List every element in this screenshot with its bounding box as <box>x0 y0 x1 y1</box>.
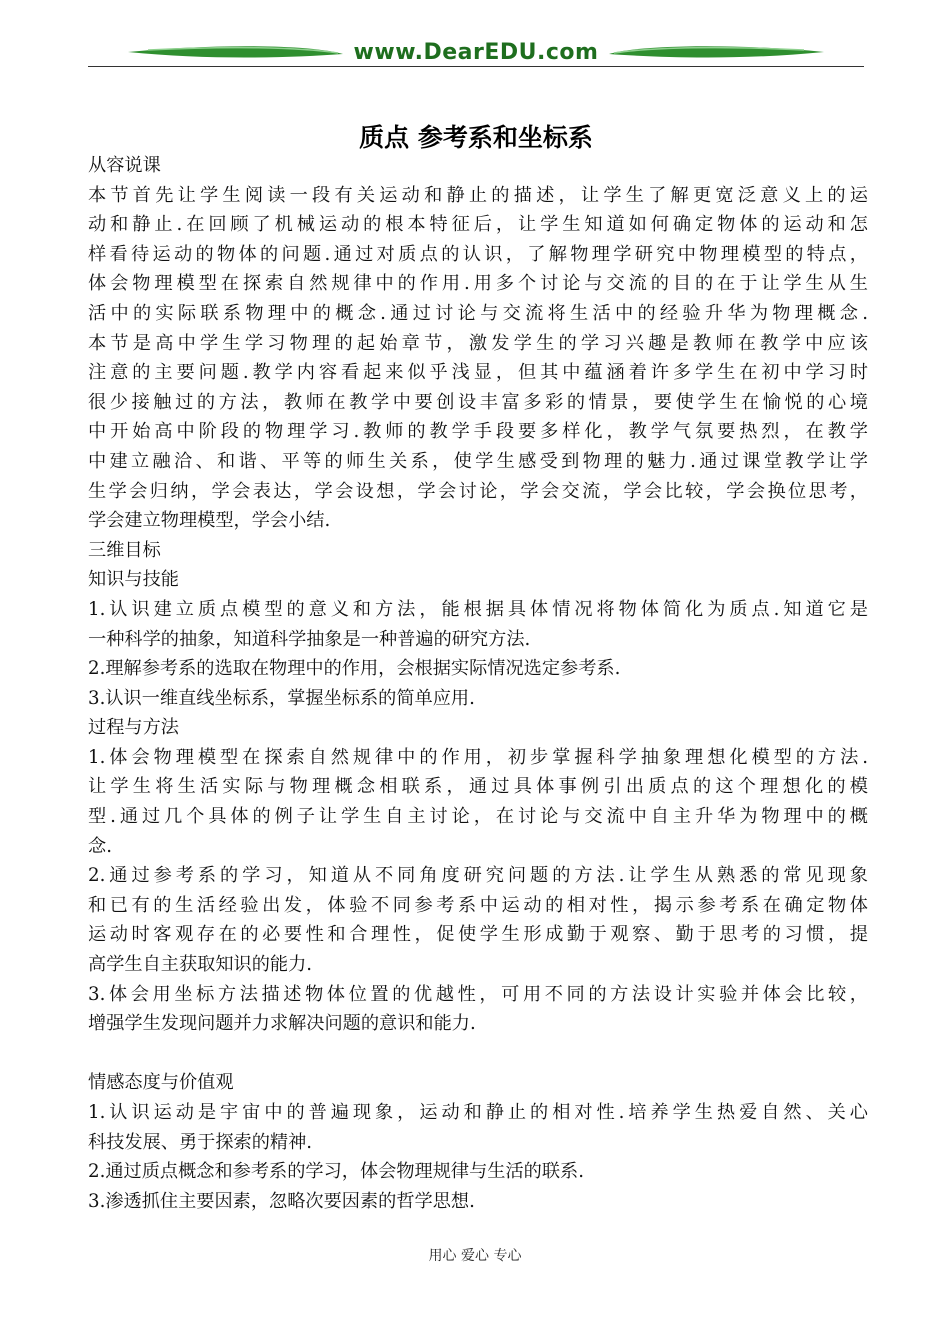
text-line: 和已有的生活经验出发，体验不同参考系中运动的相对性，揭示参考系在确定物体 <box>88 894 868 916</box>
text-line: 2.通过质点概念和参考系的学习，体会物理规律与生活的联系. <box>88 1161 585 1183</box>
text-line: 中建立融洽、和谐、平等的师生关系，使学生感受到物理的魅力.通过课堂教学让学 <box>88 450 868 472</box>
text-line: 动和静止.在回顾了机械运动的根本特征后，让学生知道如何确定物体的运动和怎 <box>88 214 868 236</box>
text-line: 2.通过参考系的学习，知道从不同角度研究问题的方法.让学生从熟悉的常见现象 <box>88 865 868 887</box>
text-line: 一种科学的抽象，知道科学抽象是一种普遍的研究方法. <box>88 628 531 650</box>
text-line: 很少接触过的方法，教师在教学中要创设丰富多彩的情景，要使学生在愉悦的心境 <box>88 391 868 413</box>
document-body <box>88 151 868 1216</box>
text-line: 生学会归纳，学会表达，学会设想，学会讨论，学会交流，学会比较，学会换位思考， <box>88 480 868 502</box>
text-line: 1.体会物理模型在探索自然规律中的作用，初步掌握科学抽象理想化模型的方法. <box>88 746 868 768</box>
text-line: 3.体会用坐标方法描述物体位置的优越性，可用不同的方法设计实验并体会比较， <box>88 983 868 1005</box>
text-line: 让学生将生活实际与物理概念相联系，通过具体事例引出质点的这个理想化的模 <box>88 776 868 798</box>
text-line: 注意的主要问题.教学内容看起来似乎浅显，但其中蕴涵着许多学生在初中学习时 <box>88 362 868 384</box>
blank-line <box>88 1039 868 1069</box>
text-line: 增强学生发现问题并力求解决问题的意识和能力. <box>88 1013 476 1035</box>
text-line: 高学生自主获取知识的能力. <box>88 954 313 976</box>
text-line: 运动时客观存在的必要性和合理性，促使学生形成勤于观察、勤于思考的习惯，提 <box>88 924 868 946</box>
page-footer: 用心 爱心 专心 <box>428 1248 522 1264</box>
text-line: 过程与方法 <box>88 717 179 739</box>
text-line: 知识与技能 <box>88 569 179 591</box>
text-line: 学会建立物理模型，学会小结. <box>88 510 331 532</box>
text-line: 三维目标 <box>88 539 161 561</box>
text-line: 中开始高中阶段的物理学习.教师的教学手段要多样化，教学气氛要热烈，在教学 <box>88 421 868 443</box>
text-line: 从容说课 <box>88 155 161 176</box>
site-logo-text: www.DearEDU.com <box>353 40 599 65</box>
text-line: 样看待运动的物体的问题.通过对质点的认识，了解物理学研究中物理模型的特点， <box>88 243 868 265</box>
text-line: 情感态度与价值观 <box>88 1072 234 1094</box>
text-line: 1.认识运动是宇宙中的普遍现象，运动和静止的相对性.培养学生热爱自然、关心 <box>88 1102 868 1123</box>
text-line: 体会物理模型在探索自然规律中的作用.用多个讨论与交流的目的在于让学生从生 <box>88 273 868 295</box>
text-line: 3.渗透抓住主要因素，忽略次要因素的哲学思想. <box>88 1190 475 1212</box>
text-line: 念. <box>88 835 112 857</box>
document-title: 质点 参考系和坐标系 <box>359 123 593 152</box>
text-line: 3.认识一维直线坐标系，掌握坐标系的简单应用. <box>88 687 475 709</box>
text-line: 型.通过几个具体的例子让学生自主讨论，在讨论与交流中自主升华为物理中的概 <box>88 806 868 828</box>
text-line: 科技发展、勇于探索的精神. <box>88 1131 313 1153</box>
text-line: 活中的实际联系物理中的概念.通过讨论与交流将生活中的经验升华为物理概念. <box>88 302 868 324</box>
text-line: 本节首先让学生阅读一段有关运动和静止的描述，让学生了解更宽泛意义上的运 <box>88 184 868 206</box>
header-divider <box>88 66 864 67</box>
text-line: 本节是高中学生学习物理的起始章节，激发学生的学习兴趣是教师在教学中应该 <box>88 332 868 354</box>
text-line: 2.理解参考系的选取在物理中的作用，会根据实际情况选定参考系. <box>88 658 621 680</box>
text-line: 1.认识建立质点模型的意义和方法，能根据具体情况将物体简化为质点.知道它是 <box>88 598 868 620</box>
